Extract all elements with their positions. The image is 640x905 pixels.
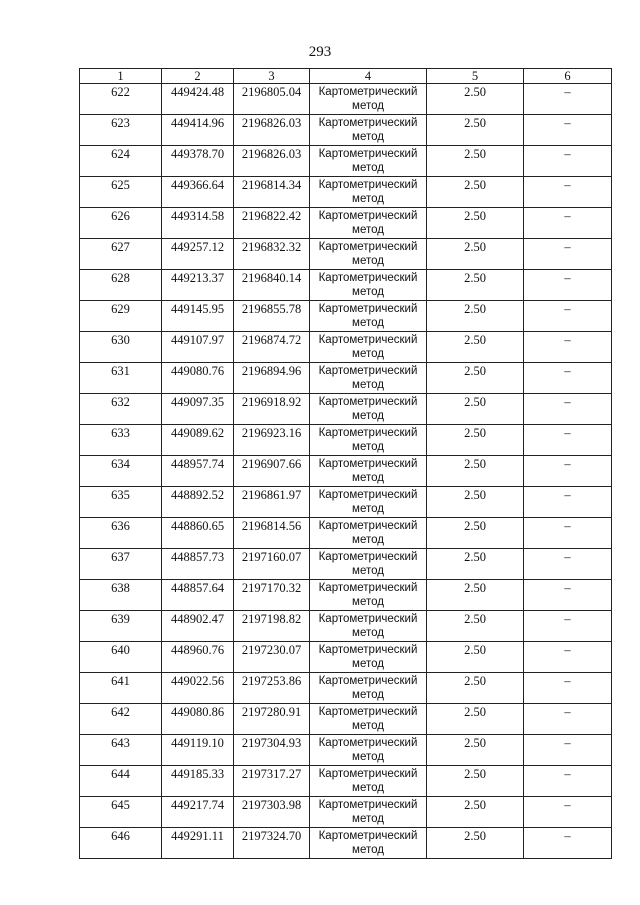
- accuracy-cell: 2.50: [427, 704, 524, 735]
- note-cell: –: [524, 270, 612, 301]
- method-cell: Картометрический метод: [310, 766, 427, 797]
- point-number-cell: 630: [80, 332, 162, 363]
- x-coordinate-cell: 449414.96: [162, 115, 234, 146]
- y-coordinate-cell: 2197198.82: [234, 611, 310, 642]
- accuracy-cell: 2.50: [427, 146, 524, 177]
- note-cell: –: [524, 146, 612, 177]
- accuracy-cell: 2.50: [427, 84, 524, 115]
- point-number-cell: 638: [80, 580, 162, 611]
- table-row: [80, 518, 612, 549]
- y-coordinate-cell: 2196855.78: [234, 301, 310, 332]
- table-row: [80, 177, 612, 208]
- x-coordinate-cell: 449080.86: [162, 704, 234, 735]
- x-coordinate-cell: 449022.56: [162, 673, 234, 704]
- x-coordinate-cell: 449378.70: [162, 146, 234, 177]
- point-number-cell: 646: [80, 828, 162, 859]
- y-coordinate-cell: 2197303.98: [234, 797, 310, 828]
- x-coordinate-cell: 449097.35: [162, 394, 234, 425]
- note-cell: –: [524, 425, 612, 456]
- method-cell: Картометрический метод: [310, 611, 427, 642]
- method-cell: Картометрический метод: [310, 456, 427, 487]
- x-coordinate-cell: 448857.64: [162, 580, 234, 611]
- column-header: 6: [524, 69, 612, 84]
- y-coordinate-cell: 2197324.70: [234, 828, 310, 859]
- x-coordinate-cell: 448957.74: [162, 456, 234, 487]
- y-coordinate-cell: 2197170.32: [234, 580, 310, 611]
- x-coordinate-cell: 449213.37: [162, 270, 234, 301]
- table-row: [80, 735, 612, 766]
- accuracy-cell: 2.50: [427, 487, 524, 518]
- table-row: [80, 394, 612, 425]
- note-cell: –: [524, 735, 612, 766]
- method-cell: Картометрический метод: [310, 425, 427, 456]
- x-coordinate-cell: 449107.97: [162, 332, 234, 363]
- note-cell: –: [524, 301, 612, 332]
- accuracy-cell: 2.50: [427, 456, 524, 487]
- y-coordinate-cell: 2197230.07: [234, 642, 310, 673]
- table-row: [80, 580, 612, 611]
- method-cell: Картометрический метод: [310, 580, 427, 611]
- note-cell: –: [524, 673, 612, 704]
- table-row: [80, 549, 612, 580]
- accuracy-cell: 2.50: [427, 301, 524, 332]
- table-row: [80, 208, 612, 239]
- table-row: [80, 84, 612, 115]
- table-row: [80, 828, 612, 859]
- column-header: 3: [234, 69, 310, 84]
- table-row: [80, 115, 612, 146]
- accuracy-cell: 2.50: [427, 363, 524, 394]
- x-coordinate-cell: 449089.62: [162, 425, 234, 456]
- table-row: [80, 456, 612, 487]
- point-number-cell: 623: [80, 115, 162, 146]
- note-cell: –: [524, 394, 612, 425]
- table-row: [80, 797, 612, 828]
- column-header: 4: [310, 69, 427, 84]
- accuracy-cell: 2.50: [427, 642, 524, 673]
- point-number-cell: 645: [80, 797, 162, 828]
- table-row: [80, 642, 612, 673]
- note-cell: –: [524, 487, 612, 518]
- point-number-cell: 641: [80, 673, 162, 704]
- accuracy-cell: 2.50: [427, 332, 524, 363]
- method-cell: Картометрический метод: [310, 394, 427, 425]
- point-number-cell: 636: [80, 518, 162, 549]
- point-number-cell: 634: [80, 456, 162, 487]
- y-coordinate-cell: 2196832.32: [234, 239, 310, 270]
- accuracy-cell: 2.50: [427, 208, 524, 239]
- note-cell: –: [524, 363, 612, 394]
- header-row: [80, 69, 612, 84]
- table-row: [80, 611, 612, 642]
- x-coordinate-cell: 449314.58: [162, 208, 234, 239]
- x-coordinate-cell: 449217.74: [162, 797, 234, 828]
- table-row: [80, 766, 612, 797]
- table-row: [80, 363, 612, 394]
- method-cell: Картометрический метод: [310, 115, 427, 146]
- method-cell: Картометрический метод: [310, 208, 427, 239]
- x-coordinate-cell: 449185.33: [162, 766, 234, 797]
- accuracy-cell: 2.50: [427, 549, 524, 580]
- table-row: [80, 704, 612, 735]
- point-number-cell: 635: [80, 487, 162, 518]
- y-coordinate-cell: 2197280.91: [234, 704, 310, 735]
- note-cell: –: [524, 208, 612, 239]
- table-row: [80, 425, 612, 456]
- point-number-cell: 631: [80, 363, 162, 394]
- y-coordinate-cell: 2196840.14: [234, 270, 310, 301]
- y-coordinate-cell: 2196907.66: [234, 456, 310, 487]
- table-row: [80, 487, 612, 518]
- accuracy-cell: 2.50: [427, 239, 524, 270]
- y-coordinate-cell: 2196918.92: [234, 394, 310, 425]
- point-number-cell: 642: [80, 704, 162, 735]
- note-cell: –: [524, 580, 612, 611]
- y-coordinate-cell: 2196874.72: [234, 332, 310, 363]
- method-cell: Картометрический метод: [310, 270, 427, 301]
- note-cell: –: [524, 611, 612, 642]
- method-cell: Картометрический метод: [310, 704, 427, 735]
- table-body: [80, 84, 612, 859]
- x-coordinate-cell: 448960.76: [162, 642, 234, 673]
- note-cell: –: [524, 766, 612, 797]
- y-coordinate-cell: 2197160.07: [234, 549, 310, 580]
- point-number-cell: 626: [80, 208, 162, 239]
- note-cell: –: [524, 642, 612, 673]
- y-coordinate-cell: 2196894.96: [234, 363, 310, 394]
- accuracy-cell: 2.50: [427, 177, 524, 208]
- accuracy-cell: 2.50: [427, 518, 524, 549]
- table-row: [80, 301, 612, 332]
- table-row: [80, 146, 612, 177]
- point-number-cell: 644: [80, 766, 162, 797]
- y-coordinate-cell: 2196826.03: [234, 146, 310, 177]
- method-cell: Картометрический метод: [310, 301, 427, 332]
- coordinates-table: [79, 68, 612, 859]
- note-cell: –: [524, 549, 612, 580]
- table-row: [80, 239, 612, 270]
- method-cell: Картометрический метод: [310, 518, 427, 549]
- method-cell: Картометрический метод: [310, 828, 427, 859]
- x-coordinate-cell: 449366.64: [162, 177, 234, 208]
- note-cell: –: [524, 84, 612, 115]
- method-cell: Картометрический метод: [310, 363, 427, 394]
- x-coordinate-cell: 448860.65: [162, 518, 234, 549]
- page-number: 293: [308, 44, 332, 60]
- method-cell: Картометрический метод: [310, 673, 427, 704]
- method-cell: Картометрический метод: [310, 797, 427, 828]
- y-coordinate-cell: 2197253.86: [234, 673, 310, 704]
- method-cell: Картометрический метод: [310, 146, 427, 177]
- accuracy-cell: 2.50: [427, 425, 524, 456]
- point-number-cell: 622: [80, 84, 162, 115]
- y-coordinate-cell: 2196826.03: [234, 115, 310, 146]
- note-cell: –: [524, 177, 612, 208]
- y-coordinate-cell: 2196814.56: [234, 518, 310, 549]
- y-coordinate-cell: 2197304.93: [234, 735, 310, 766]
- method-cell: Картометрический метод: [310, 177, 427, 208]
- accuracy-cell: 2.50: [427, 270, 524, 301]
- column-header: 2: [162, 69, 234, 84]
- note-cell: –: [524, 456, 612, 487]
- method-cell: Картометрический метод: [310, 84, 427, 115]
- y-coordinate-cell: 2196861.97: [234, 487, 310, 518]
- x-coordinate-cell: 449080.76: [162, 363, 234, 394]
- y-coordinate-cell: 2196923.16: [234, 425, 310, 456]
- point-number-cell: 639: [80, 611, 162, 642]
- accuracy-cell: 2.50: [427, 797, 524, 828]
- point-number-cell: 640: [80, 642, 162, 673]
- point-number-cell: 633: [80, 425, 162, 456]
- note-cell: –: [524, 332, 612, 363]
- method-cell: Картометрический метод: [310, 487, 427, 518]
- accuracy-cell: 2.50: [427, 735, 524, 766]
- method-cell: Картометрический метод: [310, 549, 427, 580]
- point-number-cell: 643: [80, 735, 162, 766]
- y-coordinate-cell: 2196814.34: [234, 177, 310, 208]
- accuracy-cell: 2.50: [427, 673, 524, 704]
- point-number-cell: 632: [80, 394, 162, 425]
- method-cell: Картометрический метод: [310, 239, 427, 270]
- point-number-cell: 637: [80, 549, 162, 580]
- table-row: [80, 332, 612, 363]
- note-cell: –: [524, 518, 612, 549]
- x-coordinate-cell: 448857.73: [162, 549, 234, 580]
- method-cell: Картометрический метод: [310, 642, 427, 673]
- accuracy-cell: 2.50: [427, 828, 524, 859]
- x-coordinate-cell: 449119.10: [162, 735, 234, 766]
- x-coordinate-cell: 449424.48: [162, 84, 234, 115]
- note-cell: –: [524, 115, 612, 146]
- method-cell: Картометрический метод: [310, 735, 427, 766]
- note-cell: –: [524, 239, 612, 270]
- note-cell: –: [524, 828, 612, 859]
- note-cell: –: [524, 797, 612, 828]
- table-row: [80, 270, 612, 301]
- point-number-cell: 628: [80, 270, 162, 301]
- x-coordinate-cell: 448892.52: [162, 487, 234, 518]
- point-number-cell: 629: [80, 301, 162, 332]
- accuracy-cell: 2.50: [427, 766, 524, 797]
- accuracy-cell: 2.50: [427, 394, 524, 425]
- x-coordinate-cell: 448902.47: [162, 611, 234, 642]
- note-cell: –: [524, 704, 612, 735]
- point-number-cell: 624: [80, 146, 162, 177]
- y-coordinate-cell: 2197317.27: [234, 766, 310, 797]
- x-coordinate-cell: 449145.95: [162, 301, 234, 332]
- table-row: [80, 673, 612, 704]
- column-header: 1: [80, 69, 162, 84]
- accuracy-cell: 2.50: [427, 580, 524, 611]
- accuracy-cell: 2.50: [427, 115, 524, 146]
- x-coordinate-cell: 449291.11: [162, 828, 234, 859]
- y-coordinate-cell: 2196822.42: [234, 208, 310, 239]
- column-header: 5: [427, 69, 524, 84]
- y-coordinate-cell: 2196805.04: [234, 84, 310, 115]
- point-number-cell: 627: [80, 239, 162, 270]
- x-coordinate-cell: 449257.12: [162, 239, 234, 270]
- point-number-cell: 625: [80, 177, 162, 208]
- accuracy-cell: 2.50: [427, 611, 524, 642]
- method-cell: Картометрический метод: [310, 332, 427, 363]
